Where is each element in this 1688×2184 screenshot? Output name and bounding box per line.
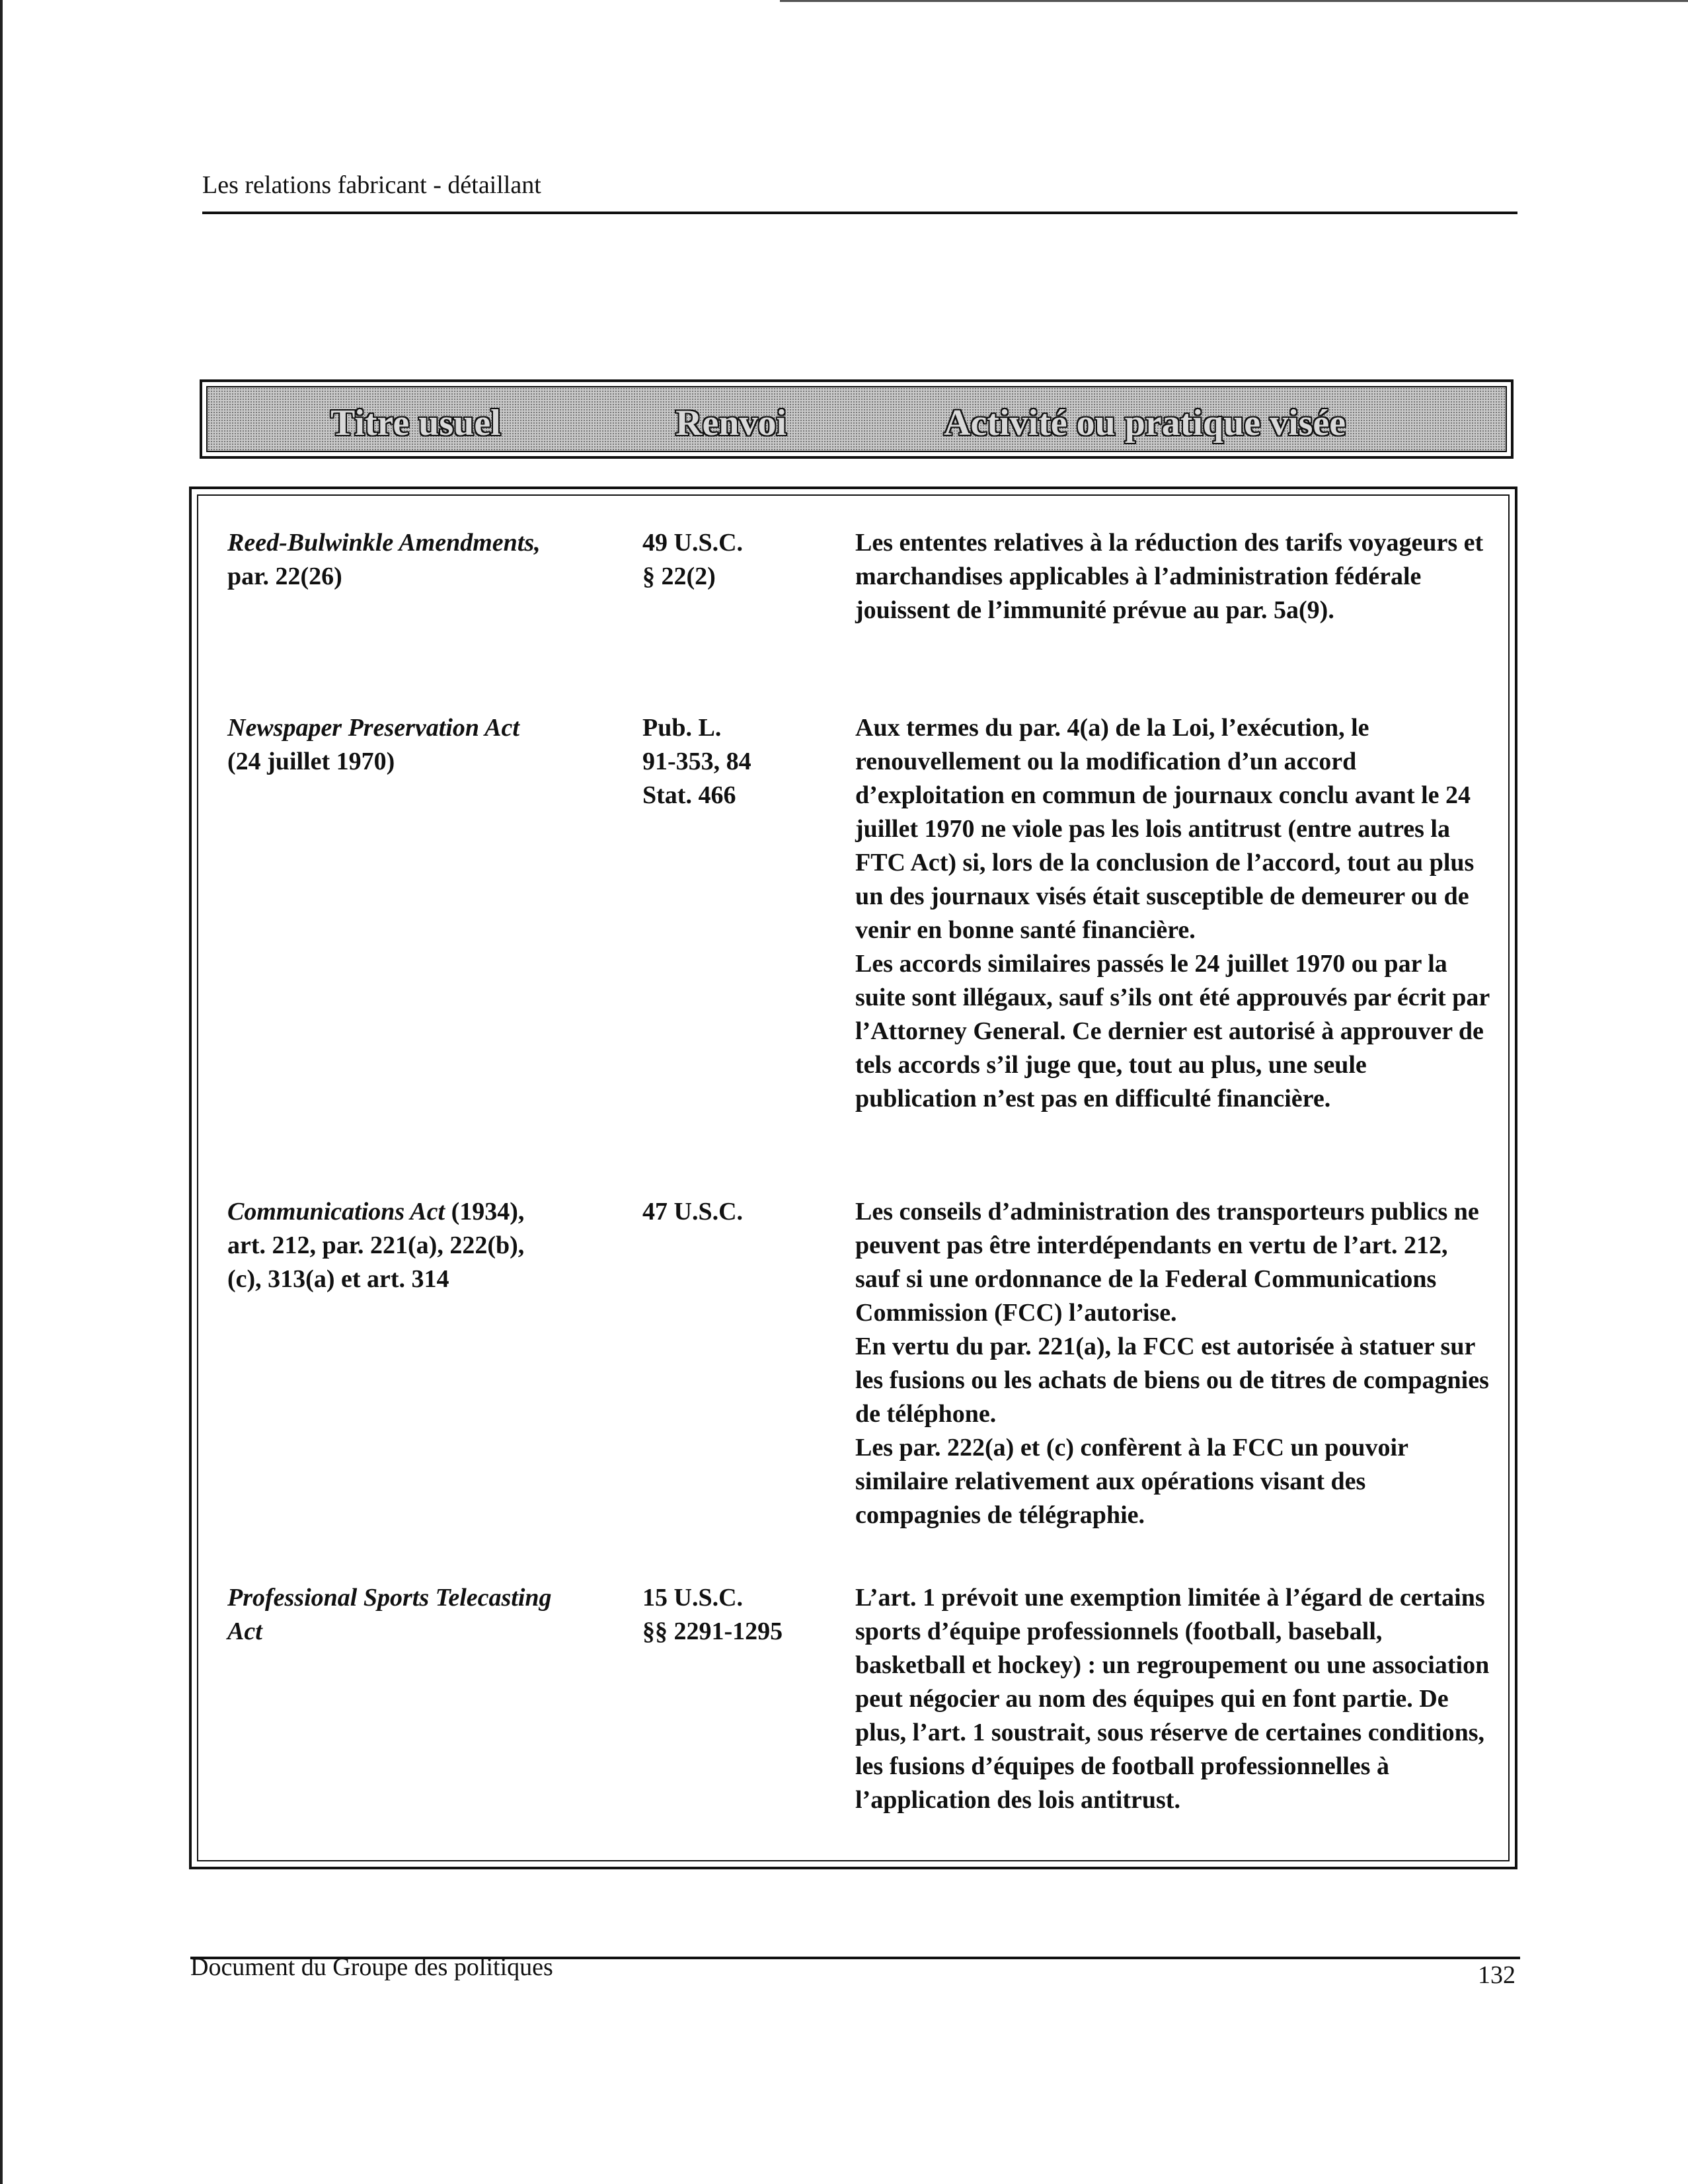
column-header-renvoi: Renvoi <box>675 403 786 444</box>
table-row-4-title <box>227 1581 597 1649</box>
table-row-3-title <box>227 1195 597 1296</box>
activity-paragraph: Les ententes relatives à la réduction des tarifs voyageurs et marchandises applicables à l’administration fédérale jouissent de l’immunité prévue au par. 5a(9). <box>855 529 1484 624</box>
table-row-4-reference: 15 U.S.C. §§ 2291-1295 <box>642 1584 783 1645</box>
statute-table <box>189 487 1517 1869</box>
scan-edge-top <box>780 0 1688 2</box>
table-header-band <box>200 379 1514 459</box>
footer-document-title: Document du Groupe des politiques <box>190 1953 553 1981</box>
activity-paragraph: En vertu du par. 221(a), la FCC est autorisée à statuer sur les fusions ou les achats de biens ou de titres de compagnies de téléphone. <box>855 1333 1489 1428</box>
title-detail: par. 22(26) <box>227 563 342 590</box>
title-italic: Professional Sports Telecasting Act <box>227 1584 552 1645</box>
title-italic: Reed-Bulwinkle Amendments, <box>227 529 541 557</box>
table-row-2-activity <box>855 711 1490 1116</box>
title-detail: (24 juillet 1970) <box>227 748 395 775</box>
table-row-4-activity <box>855 1581 1490 1817</box>
running-head: Les relations fabricant - détaillant <box>202 171 541 199</box>
header-rule <box>202 212 1517 214</box>
statute-table-body <box>197 494 1510 1861</box>
title-italic: Communications Act <box>227 1198 445 1226</box>
activity-paragraph: Les accords similaires passés le 24 juillet 1970 ou par la suite sont illégaux, sauf s’ils ont été approuvés par écrit par l’Attorney General. Ce dernier est autorisé à approuver de tels accords s’il juge que, tout au plus, une seule publication n’est pas en difficulté financière. <box>855 950 1490 1112</box>
table-row-1-reference: 49 U.S.C. § 22(2) <box>642 529 744 590</box>
table-row-3-activity <box>855 1195 1490 1532</box>
table-row-1-title <box>227 526 597 594</box>
page-number: 132 <box>1478 1961 1515 1989</box>
table-row-1-activity <box>855 526 1490 627</box>
title-detail: (1934), art. 212, par. 221(a), 222(b), (c), 313(a) et art. 314 <box>227 1198 525 1293</box>
activity-paragraph: L’art. 1 prévoit une exemption limitée à l’égard de certains sports d’équipe professionnels (football, baseball, basketball et hockey) : un regroupement ou une association peut négocier au nom des équipes qui en font partie. De plus, l’art. 1 soustrait, sous réserve de certaines conditions, les fusions d’équipes de football professionnelles à l’application des lois antitrust. <box>855 1584 1490 1814</box>
activity-paragraph: Aux termes du par. 4(a) de la Loi, l’exécution, le renouvellement ou la modification d’un accord d’exploitation en commun de journaux conclu avant le 24 juillet 1970 ne viole pas les lois antitrust (entre autres la FTC Act) si, lors de la conclusion de l’accord, tout au plus un des journaux visés était susceptible de demeurer ou de venir en bonne santé financière. <box>855 714 1475 944</box>
activity-paragraph: Les conseils d’administration des transporteurs publics ne peuvent pas être interdépendants en vertu de l’art. 212, sauf si une ordonnance de la Federal Communications Commission (FCC) l’autorise. <box>855 1198 1479 1327</box>
table-row-2-title <box>227 711 597 779</box>
title-italic: Newspaper Preservation Act <box>227 714 519 742</box>
table-header-shaded-area <box>206 386 1507 452</box>
column-header-activite: Activité ou pratique visée <box>944 403 1346 444</box>
activity-paragraph: Les par. 222(a) et (c) confèrent à la FCC un pouvoir similaire relativement aux opérations visant des compagnies de télégraphie. <box>855 1434 1408 1529</box>
scan-edge-left <box>0 0 3 2184</box>
table-row-3-reference: 47 U.S.C. <box>642 1198 744 1226</box>
column-header-titre-usuel: Titre usuel <box>330 403 501 444</box>
table-row-2-reference: Pub. L. 91-353, 84 Stat. 466 <box>642 714 751 809</box>
